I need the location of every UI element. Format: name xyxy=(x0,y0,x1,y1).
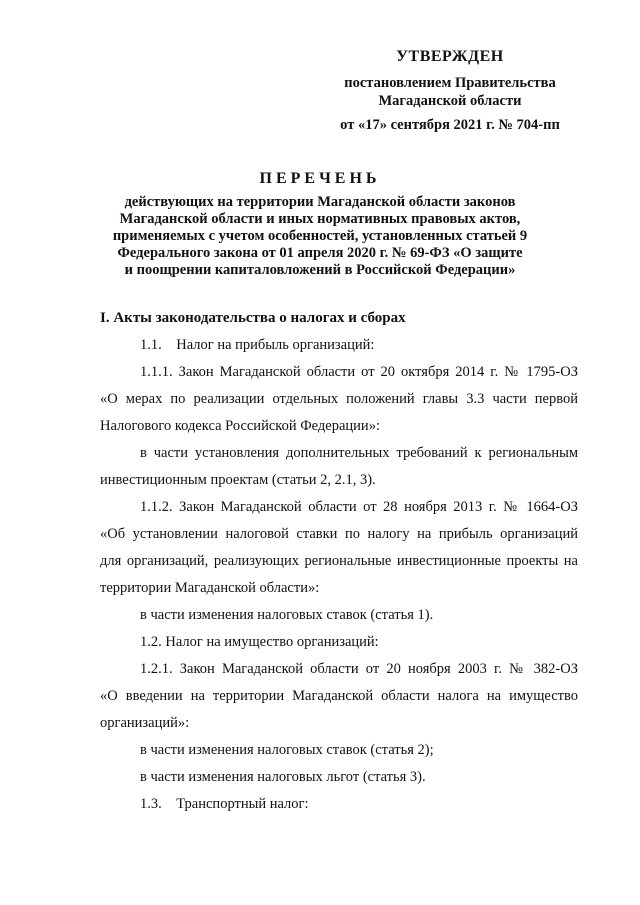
item-1-1-2 xyxy=(100,494,578,602)
approval-date-line: от «17» сентября 2021 г. № 704-пп xyxy=(340,117,560,133)
approval-stamp xyxy=(300,48,600,134)
item-1-1-1-part-line-2: инвестиционным проектам (статьи 2, 2.1, 3). xyxy=(100,472,376,488)
item-1-1-2-line-1: 1.1.2. Закон Магаданской области от 28 ноября 2013 г. № 1664-ОЗ xyxy=(140,499,578,515)
document-body xyxy=(100,305,578,818)
document-title: ПЕРЕЧЕНЬ xyxy=(259,170,381,187)
item-1-1-2-line-2: «Об установлении налоговой ставки по налогу на прибыль организаций xyxy=(100,526,578,542)
section-heading: I. Акты законодательства о налогах и сборах xyxy=(100,310,406,326)
approval-line-2: Магаданской области xyxy=(378,93,522,109)
document-subtitle-line-5: и поощрении капиталовложений в Российской Федерации» xyxy=(124,262,516,278)
document-subtitle-line-2: Магаданской области и иных нормативных правовых актов, xyxy=(119,211,521,227)
approval-line-1: постановлением Правительства xyxy=(344,75,556,91)
item-1-1: 1.1. Налог на прибыль организаций: xyxy=(140,337,375,353)
item-1-2-1-part-1: в части изменения налоговых ставок (статья 2); xyxy=(140,742,434,758)
item-1-1-1 xyxy=(100,359,578,440)
item-1-2-1-line-2: «О введении на территории Магаданской области налога на имущество xyxy=(100,688,578,704)
item-1-1-2-part: в части изменения налоговых ставок (статья 1). xyxy=(140,607,434,623)
item-1-2-1-line-3: организаций»: xyxy=(100,715,190,731)
item-1-1-2-line-3: для организаций, реализующих региональные инвестиционные проекты на xyxy=(100,553,578,569)
item-1-1-1-part xyxy=(100,440,578,494)
document-subtitle-line-1: действующих на территории Магаданской области законов xyxy=(124,194,516,210)
approval-heading: УТВЕРЖДЕН xyxy=(396,48,504,65)
item-1-1-1-line-1: 1.1.1. Закон Магаданской области от 20 октября 2014 г. № 1795-ОЗ xyxy=(140,364,578,380)
document-subtitle-line-4: Федерального закона от 01 апреля 2020 г. № 69-ФЗ «О защите xyxy=(117,245,523,261)
item-1-1-2-line-4: территории Магаданской области»: xyxy=(100,580,320,596)
item-1-2-1-line-1: 1.2.1. Закон Магаданской области от 20 ноября 2003 г. № 382-ОЗ xyxy=(140,661,578,677)
item-1-2-1 xyxy=(100,656,578,737)
document-title-block xyxy=(80,170,560,279)
item-1-3: 1.3. Транспортный налог: xyxy=(140,796,309,812)
item-1-1-1-line-2: «О мерах по реализации отдельных положений главы 3.3 части первой xyxy=(100,391,578,407)
item-1-1-1-part-line-1: в части установления дополнительных требований к региональным xyxy=(140,445,578,461)
item-1-1-1-line-3: Налогового кодекса Российской Федерации»: xyxy=(100,418,380,434)
item-1-2-1-part-2: в части изменения налоговых льгот (статья 3). xyxy=(140,769,426,785)
document-subtitle-line-3: применяемых с учетом особенностей, установленных статьей 9 xyxy=(112,228,528,244)
item-1-2: 1.2. Налог на имущество организаций: xyxy=(140,634,379,650)
